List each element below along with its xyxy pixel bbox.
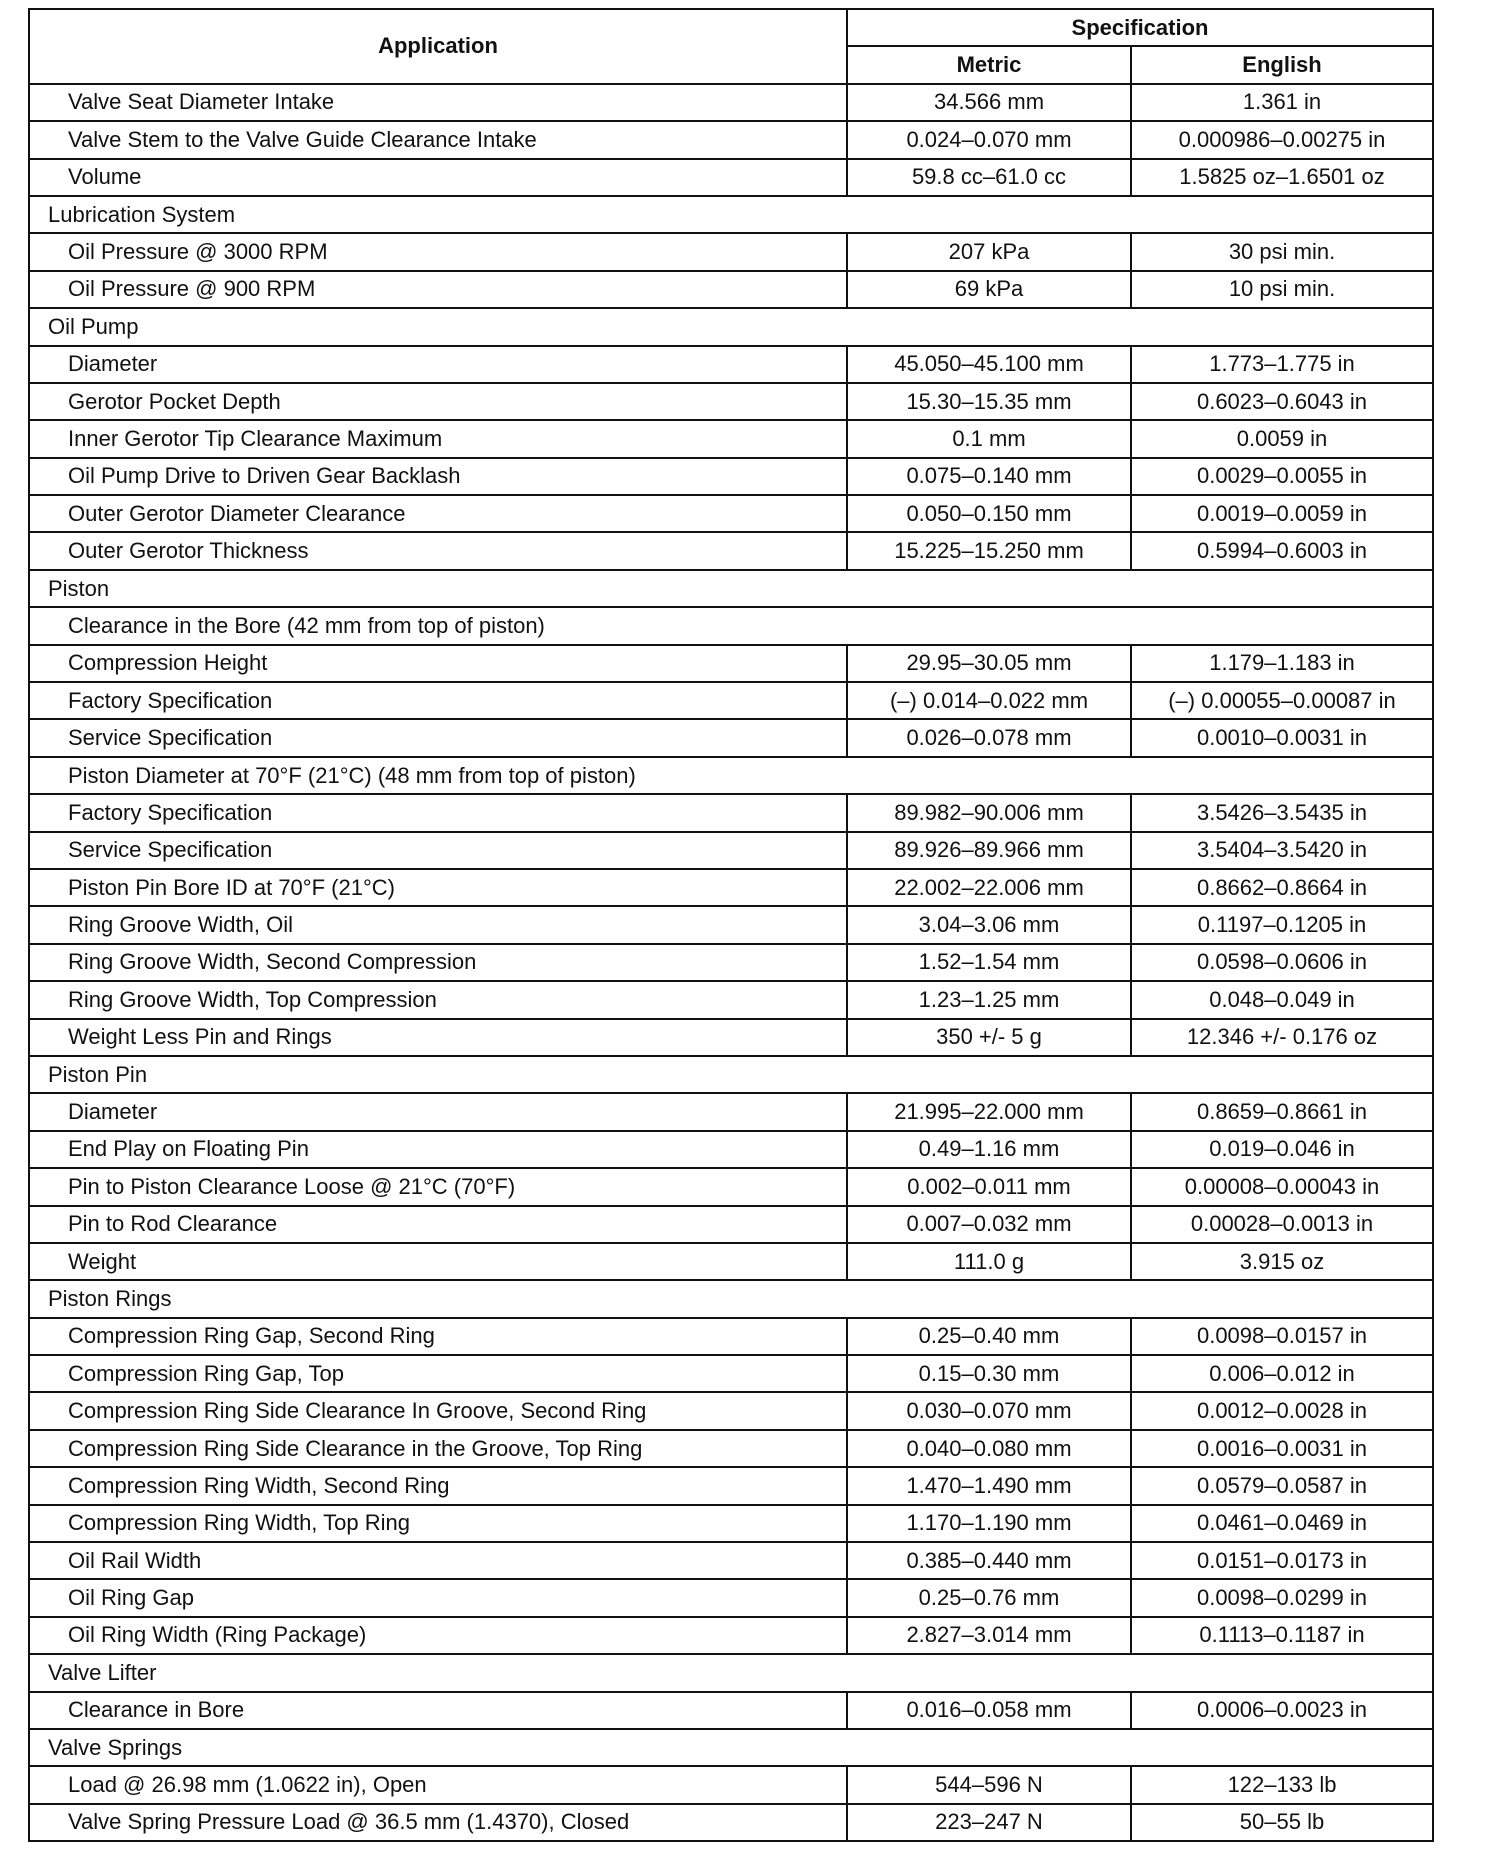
metric-cell: 45.050–45.100 mm [847,346,1131,383]
application-cell: Compression Ring Side Clearance in the Groove, Top Ring [29,1430,847,1467]
english-cell: 3.5404–3.5420 in [1131,832,1433,869]
header-row-top [29,9,1433,46]
application-cell: Compression Ring Width, Top Ring [29,1505,847,1542]
table-row [29,1131,1433,1168]
table-row [29,869,1433,906]
metric-cell: 0.007–0.032 mm [847,1206,1131,1243]
section-title: Lubrication System [29,196,1433,233]
application-cell: Weight Less Pin and Rings [29,1019,847,1056]
english-cell: 122–133 lb [1131,1766,1433,1803]
application-cell: Factory Specification [29,682,847,719]
application-cell: Valve Seat Diameter Intake [29,84,847,121]
english-cell: 0.00008–0.00043 in [1131,1168,1433,1205]
metric-cell: 0.15–0.30 mm [847,1355,1131,1392]
section-title: Piston Pin [29,1056,1433,1093]
table-row [29,1617,1433,1654]
table-row [29,906,1433,943]
subsection-title: Clearance in the Bore (42 mm from top of piston) [29,607,1433,644]
table-row [29,1355,1433,1392]
english-cell: 0.0461–0.0469 in [1131,1505,1433,1542]
metric-cell: 0.25–0.40 mm [847,1318,1131,1355]
application-cell: Compression Ring Gap, Top [29,1355,847,1392]
metric-cell: 22.002–22.006 mm [847,869,1131,906]
application-cell: End Play on Floating Pin [29,1131,847,1168]
metric-cell: 89.982–90.006 mm [847,794,1131,831]
english-cell: 0.006–0.012 in [1131,1355,1433,1392]
english-cell: 0.0098–0.0157 in [1131,1318,1433,1355]
english-cell: 1.361 in [1131,84,1433,121]
metric-cell: (–) 0.014–0.022 mm [847,682,1131,719]
application-cell: Gerotor Pocket Depth [29,383,847,420]
metric-cell: 111.0 g [847,1243,1131,1280]
english-cell: 0.0006–0.0023 in [1131,1692,1433,1729]
table-row [29,1579,1433,1616]
application-cell: Oil Ring Width (Ring Package) [29,1617,847,1654]
metric-cell: 15.30–15.35 mm [847,383,1131,420]
english-cell: 0.0016–0.0031 in [1131,1430,1433,1467]
english-cell: 0.0019–0.0059 in [1131,495,1433,532]
metric-cell: 1.23–1.25 mm [847,981,1131,1018]
metric-cell: 0.002–0.011 mm [847,1168,1131,1205]
table-row [29,495,1433,532]
application-header: Application [29,9,847,84]
table-row [29,1019,1433,1056]
table-body [29,84,1433,1841]
table-row [29,1692,1433,1729]
english-cell: 0.000986–0.00275 in [1131,121,1433,158]
metric-cell: 59.8 cc–61.0 cc [847,159,1131,196]
english-cell: 1.773–1.775 in [1131,346,1433,383]
application-cell: Outer Gerotor Diameter Clearance [29,495,847,532]
metric-cell: 0.024–0.070 mm [847,121,1131,158]
metric-cell: 21.995–22.000 mm [847,1093,1131,1130]
english-cell: 50–55 lb [1131,1804,1433,1841]
application-cell: Oil Ring Gap [29,1579,847,1616]
table-row [29,271,1433,308]
subsection-row [29,607,1433,644]
table-row [29,346,1433,383]
table-row [29,1318,1433,1355]
english-cell: 30 psi min. [1131,233,1433,270]
table-row [29,794,1433,831]
table-row [29,383,1433,420]
english-cell: 0.00028–0.0013 in [1131,1206,1433,1243]
metric-cell: 223–247 N [847,1804,1131,1841]
table-row [29,1430,1433,1467]
application-cell: Diameter [29,346,847,383]
application-cell: Ring Groove Width, Second Compression [29,944,847,981]
section-row [29,1654,1433,1691]
table-row [29,159,1433,196]
table-row [29,719,1433,756]
subsection-title: Piston Diameter at 70°F (21°C) (48 mm from top of piston) [29,757,1433,794]
section-row [29,1056,1433,1093]
section-row [29,308,1433,345]
metric-cell: 15.225–15.250 mm [847,532,1131,569]
table-row [29,1804,1433,1841]
section-title: Oil Pump [29,308,1433,345]
metric-cell: 0.385–0.440 mm [847,1542,1131,1579]
metric-cell: 0.040–0.080 mm [847,1430,1131,1467]
metric-cell: 1.470–1.490 mm [847,1467,1131,1504]
application-cell: Oil Pressure @ 900 RPM [29,271,847,308]
section-title: Piston [29,570,1433,607]
application-cell: Compression Ring Side Clearance In Groove, Second Ring [29,1392,847,1429]
english-cell: 0.6023–0.6043 in [1131,383,1433,420]
metric-cell: 0.016–0.058 mm [847,1692,1131,1729]
application-cell: Volume [29,159,847,196]
table-row [29,1505,1433,1542]
section-row [29,1729,1433,1766]
english-cell: 0.0579–0.0587 in [1131,1467,1433,1504]
application-cell: Compression Ring Width, Second Ring [29,1467,847,1504]
metric-cell: 0.1 mm [847,420,1131,457]
table-row [29,532,1433,569]
english-cell: 0.8662–0.8664 in [1131,869,1433,906]
english-header: English [1131,46,1433,83]
table-row [29,1093,1433,1130]
english-cell: 0.1197–0.1205 in [1131,906,1433,943]
metric-cell: 3.04–3.06 mm [847,906,1131,943]
table-row [29,1467,1433,1504]
metric-header: Metric [847,46,1131,83]
metric-cell: 207 kPa [847,233,1131,270]
metric-cell: 34.566 mm [847,84,1131,121]
english-cell: 1.5825 oz–1.6501 oz [1131,159,1433,196]
english-cell: 0.0029–0.0055 in [1131,458,1433,495]
english-cell: 3.5426–3.5435 in [1131,794,1433,831]
application-cell: Weight [29,1243,847,1280]
metric-cell: 89.926–89.966 mm [847,832,1131,869]
application-cell: Inner Gerotor Tip Clearance Maximum [29,420,847,457]
table-row [29,682,1433,719]
english-cell: 0.0012–0.0028 in [1131,1392,1433,1429]
application-cell: Pin to Rod Clearance [29,1206,847,1243]
table-row [29,84,1433,121]
table-row [29,420,1433,457]
metric-cell: 1.52–1.54 mm [847,944,1131,981]
section-title: Piston Rings [29,1280,1433,1317]
english-cell: 0.1113–0.1187 in [1131,1617,1433,1654]
english-cell: 0.5994–0.6003 in [1131,532,1433,569]
table-row [29,233,1433,270]
metric-cell: 0.050–0.150 mm [847,495,1131,532]
table-row [29,981,1433,1018]
application-cell: Compression Ring Gap, Second Ring [29,1318,847,1355]
metric-cell: 544–596 N [847,1766,1131,1803]
metric-cell: 0.25–0.76 mm [847,1579,1131,1616]
english-cell: (–) 0.00055–0.00087 in [1131,682,1433,719]
metric-cell: 1.170–1.190 mm [847,1505,1131,1542]
application-cell: Ring Groove Width, Oil [29,906,847,943]
application-cell: Clearance in Bore [29,1692,847,1729]
application-cell: Oil Rail Width [29,1542,847,1579]
application-cell: Oil Pump Drive to Driven Gear Backlash [29,458,847,495]
english-cell: 0.048–0.049 in [1131,981,1433,1018]
application-cell: Service Specification [29,832,847,869]
metric-cell: 0.075–0.140 mm [847,458,1131,495]
metric-cell: 0.49–1.16 mm [847,1131,1131,1168]
english-cell: 0.019–0.046 in [1131,1131,1433,1168]
english-cell: 0.8659–0.8661 in [1131,1093,1433,1130]
english-cell: 3.915 oz [1131,1243,1433,1280]
english-cell: 0.0098–0.0299 in [1131,1579,1433,1616]
section-title: Valve Springs [29,1729,1433,1766]
english-cell: 0.0059 in [1131,420,1433,457]
section-row [29,1280,1433,1317]
application-cell: Oil Pressure @ 3000 RPM [29,233,847,270]
section-row [29,570,1433,607]
table-row [29,1168,1433,1205]
application-cell: Outer Gerotor Thickness [29,532,847,569]
table-row [29,832,1433,869]
subsection-row [29,757,1433,794]
application-cell: Ring Groove Width, Top Compression [29,981,847,1018]
english-cell: 1.179–1.183 in [1131,645,1433,682]
english-cell: 10 psi min. [1131,271,1433,308]
table-header [29,9,1433,84]
specification-header: Specification [847,9,1433,46]
application-cell: Pin to Piston Clearance Loose @ 21°C (70°F) [29,1168,847,1205]
application-cell: Diameter [29,1093,847,1130]
metric-cell: 69 kPa [847,271,1131,308]
metric-cell: 0.030–0.070 mm [847,1392,1131,1429]
application-cell: Valve Spring Pressure Load @ 36.5 mm (1.4370), Closed [29,1804,847,1841]
section-title: Valve Lifter [29,1654,1433,1691]
table-row [29,1243,1433,1280]
table-row [29,944,1433,981]
metric-cell: 2.827–3.014 mm [847,1617,1131,1654]
application-cell: Compression Height [29,645,847,682]
table-row [29,1206,1433,1243]
table-row [29,121,1433,158]
specification-table [28,8,1434,1842]
english-cell: 0.0151–0.0173 in [1131,1542,1433,1579]
metric-cell: 0.026–0.078 mm [847,719,1131,756]
english-cell: 0.0010–0.0031 in [1131,719,1433,756]
english-cell: 12.346 +/- 0.176 oz [1131,1019,1433,1056]
application-cell: Factory Specification [29,794,847,831]
section-row [29,196,1433,233]
table-row [29,458,1433,495]
application-cell: Load @ 26.98 mm (1.0622 in), Open [29,1766,847,1803]
metric-cell: 350 +/- 5 g [847,1019,1131,1056]
table-row [29,1392,1433,1429]
metric-cell: 29.95–30.05 mm [847,645,1131,682]
application-cell: Valve Stem to the Valve Guide Clearance Intake [29,121,847,158]
english-cell: 0.0598–0.0606 in [1131,944,1433,981]
application-cell: Piston Pin Bore ID at 70°F (21°C) [29,869,847,906]
application-cell: Service Specification [29,719,847,756]
table-row [29,645,1433,682]
table-row [29,1542,1433,1579]
table-row [29,1766,1433,1803]
